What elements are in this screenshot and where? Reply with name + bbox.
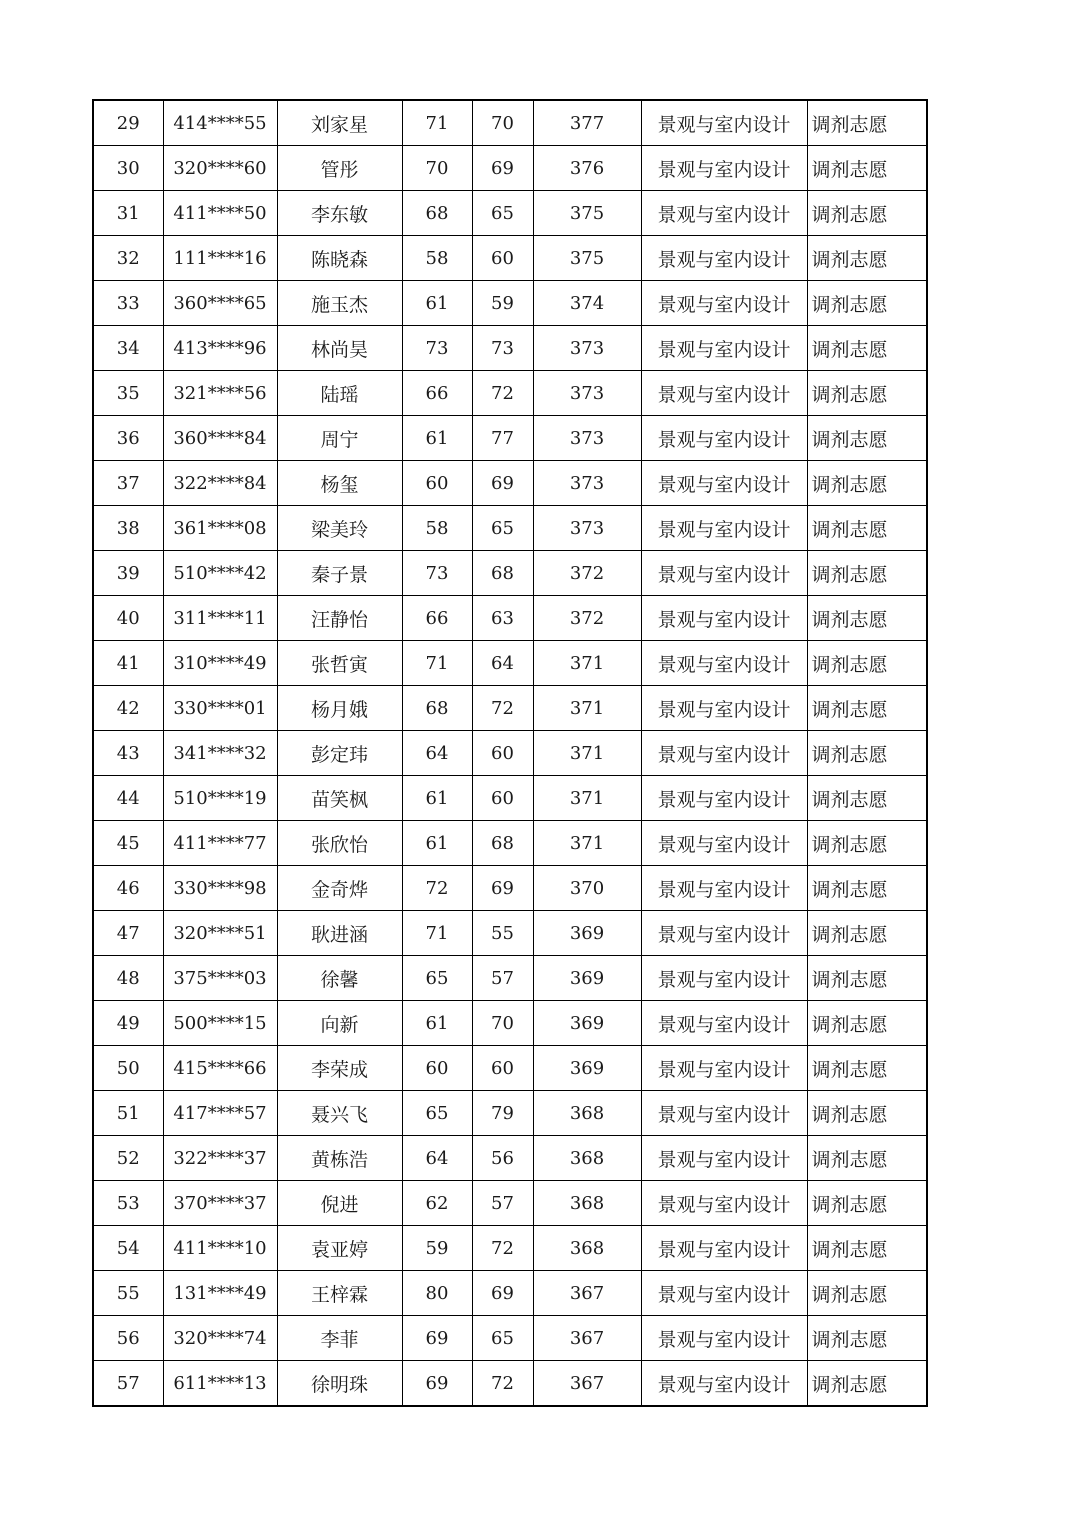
total-score-cell: 373	[533, 371, 641, 416]
total-score-cell: 373	[533, 416, 641, 461]
major-cell: 景观与室内设计	[641, 1226, 807, 1271]
score-2-cell: 65	[472, 1316, 533, 1361]
total-score-cell: 376	[533, 146, 641, 191]
score-1-cell: 58	[402, 506, 472, 551]
major-cell: 景观与室内设计	[641, 236, 807, 281]
score-1-cell: 61	[402, 821, 472, 866]
note-cell: 调剂志愿	[807, 1316, 927, 1361]
candidate-name-cell: 管彤	[277, 146, 402, 191]
score-1-cell: 59	[402, 1226, 472, 1271]
candidate-name-cell: 苗笑枫	[277, 776, 402, 821]
row-number-cell: 56	[93, 1316, 163, 1361]
table-row	[93, 596, 927, 641]
candidate-id-cell: 411****50	[163, 191, 277, 236]
score-2-cell: 68	[472, 551, 533, 596]
score-1-cell: 61	[402, 281, 472, 326]
total-score-cell: 368	[533, 1226, 641, 1271]
row-number-cell: 48	[93, 956, 163, 1001]
score-1-cell: 70	[402, 146, 472, 191]
row-number-cell: 55	[93, 1271, 163, 1316]
score-2-cell: 59	[472, 281, 533, 326]
note-cell: 调剂志愿	[807, 1046, 927, 1091]
note-cell: 调剂志愿	[807, 1091, 927, 1136]
table-row	[93, 956, 927, 1001]
total-score-cell: 372	[533, 551, 641, 596]
major-cell: 景观与室内设计	[641, 416, 807, 461]
score-2-cell: 79	[472, 1091, 533, 1136]
note-cell: 调剂志愿	[807, 506, 927, 551]
total-score-cell: 368	[533, 1181, 641, 1226]
row-number-cell: 57	[93, 1361, 163, 1407]
row-number-cell: 37	[93, 461, 163, 506]
candidate-id-cell: 370****37	[163, 1181, 277, 1226]
note-cell: 调剂志愿	[807, 146, 927, 191]
total-score-cell: 371	[533, 641, 641, 686]
total-score-cell: 371	[533, 776, 641, 821]
note-cell: 调剂志愿	[807, 416, 927, 461]
candidate-id-cell: 510****19	[163, 776, 277, 821]
table-row	[93, 731, 927, 776]
candidate-name-cell: 周宁	[277, 416, 402, 461]
row-number-cell: 49	[93, 1001, 163, 1046]
major-cell: 景观与室内设计	[641, 1316, 807, 1361]
table-row	[93, 686, 927, 731]
row-number-cell: 52	[93, 1136, 163, 1181]
total-score-cell: 369	[533, 911, 641, 956]
major-cell: 景观与室内设计	[641, 191, 807, 236]
score-2-cell: 55	[472, 911, 533, 956]
candidate-id-cell: 360****84	[163, 416, 277, 461]
table-row	[93, 1046, 927, 1091]
note-cell: 调剂志愿	[807, 236, 927, 281]
score-1-cell: 65	[402, 956, 472, 1001]
table-body	[93, 100, 927, 1406]
table-row	[93, 1226, 927, 1271]
candidate-name-cell: 刘家星	[277, 100, 402, 146]
score-1-cell: 60	[402, 1046, 472, 1091]
major-cell: 景观与室内设计	[641, 1046, 807, 1091]
row-number-cell: 46	[93, 866, 163, 911]
note-cell: 调剂志愿	[807, 596, 927, 641]
note-cell: 调剂志愿	[807, 1181, 927, 1226]
score-1-cell: 66	[402, 371, 472, 416]
total-score-cell: 373	[533, 326, 641, 371]
row-number-cell: 40	[93, 596, 163, 641]
score-1-cell: 69	[402, 1361, 472, 1407]
major-cell: 景观与室内设计	[641, 956, 807, 1001]
note-cell: 调剂志愿	[807, 641, 927, 686]
candidate-id-cell: 310****49	[163, 641, 277, 686]
table-row	[93, 866, 927, 911]
note-cell: 调剂志愿	[807, 911, 927, 956]
candidate-id-cell: 500****15	[163, 1001, 277, 1046]
total-score-cell: 375	[533, 191, 641, 236]
major-cell: 景观与室内设计	[641, 146, 807, 191]
candidate-name-cell: 陈晓森	[277, 236, 402, 281]
row-number-cell: 45	[93, 821, 163, 866]
candidate-name-cell: 金奇烨	[277, 866, 402, 911]
row-number-cell: 44	[93, 776, 163, 821]
table-row	[93, 1271, 927, 1316]
row-number-cell: 29	[93, 100, 163, 146]
score-table	[92, 99, 928, 1407]
row-number-cell: 30	[93, 146, 163, 191]
note-cell: 调剂志愿	[807, 956, 927, 1001]
major-cell: 景观与室内设计	[641, 1001, 807, 1046]
candidate-name-cell: 梁美玲	[277, 506, 402, 551]
candidate-name-cell: 彭定玮	[277, 731, 402, 776]
candidate-name-cell: 倪进	[277, 1181, 402, 1226]
total-score-cell: 369	[533, 1046, 641, 1091]
major-cell: 景观与室内设计	[641, 1136, 807, 1181]
major-cell: 景观与室内设计	[641, 596, 807, 641]
total-score-cell: 373	[533, 506, 641, 551]
score-1-cell: 73	[402, 326, 472, 371]
total-score-cell: 367	[533, 1271, 641, 1316]
score-2-cell: 60	[472, 236, 533, 281]
note-cell: 调剂志愿	[807, 326, 927, 371]
note-cell: 调剂志愿	[807, 1226, 927, 1271]
note-cell: 调剂志愿	[807, 191, 927, 236]
major-cell: 景观与室内设计	[641, 776, 807, 821]
candidate-id-cell: 411****77	[163, 821, 277, 866]
major-cell: 景观与室内设计	[641, 1361, 807, 1407]
score-1-cell: 71	[402, 641, 472, 686]
score-2-cell: 70	[472, 100, 533, 146]
candidate-name-cell: 汪静怡	[277, 596, 402, 641]
score-1-cell: 72	[402, 866, 472, 911]
total-score-cell: 367	[533, 1361, 641, 1407]
score-1-cell: 80	[402, 1271, 472, 1316]
candidate-id-cell: 361****08	[163, 506, 277, 551]
row-number-cell: 50	[93, 1046, 163, 1091]
total-score-cell: 377	[533, 100, 641, 146]
candidate-id-cell: 311****11	[163, 596, 277, 641]
total-score-cell: 373	[533, 461, 641, 506]
total-score-cell: 368	[533, 1136, 641, 1181]
total-score-cell: 372	[533, 596, 641, 641]
score-1-cell: 62	[402, 1181, 472, 1226]
note-cell: 调剂志愿	[807, 821, 927, 866]
total-score-cell: 368	[533, 1091, 641, 1136]
score-2-cell: 64	[472, 641, 533, 686]
note-cell: 调剂志愿	[807, 1001, 927, 1046]
note-cell: 调剂志愿	[807, 281, 927, 326]
table-row	[93, 100, 927, 146]
score-2-cell: 60	[472, 776, 533, 821]
candidate-id-cell: 375****03	[163, 956, 277, 1001]
score-1-cell: 68	[402, 191, 472, 236]
score-2-cell: 57	[472, 1181, 533, 1226]
score-1-cell: 66	[402, 596, 472, 641]
row-number-cell: 32	[93, 236, 163, 281]
candidate-name-cell: 陆瑶	[277, 371, 402, 416]
table-row	[93, 1091, 927, 1136]
total-score-cell: 369	[533, 1001, 641, 1046]
table-row	[93, 191, 927, 236]
total-score-cell: 367	[533, 1316, 641, 1361]
score-1-cell: 68	[402, 686, 472, 731]
score-2-cell: 72	[472, 686, 533, 731]
candidate-name-cell: 耿进涵	[277, 911, 402, 956]
total-score-cell: 374	[533, 281, 641, 326]
score-1-cell: 64	[402, 731, 472, 776]
total-score-cell: 375	[533, 236, 641, 281]
major-cell: 景观与室内设计	[641, 506, 807, 551]
score-2-cell: 65	[472, 191, 533, 236]
major-cell: 景观与室内设计	[641, 1181, 807, 1226]
candidate-id-cell: 341****32	[163, 731, 277, 776]
major-cell: 景观与室内设计	[641, 641, 807, 686]
row-number-cell: 42	[93, 686, 163, 731]
table-row	[93, 1136, 927, 1181]
major-cell: 景观与室内设计	[641, 731, 807, 776]
score-1-cell: 60	[402, 461, 472, 506]
score-1-cell: 58	[402, 236, 472, 281]
table-row	[93, 326, 927, 371]
table-row	[93, 551, 927, 596]
score-1-cell: 64	[402, 1136, 472, 1181]
row-number-cell: 54	[93, 1226, 163, 1271]
table-row	[93, 1316, 927, 1361]
score-2-cell: 69	[472, 1271, 533, 1316]
score-1-cell: 73	[402, 551, 472, 596]
row-number-cell: 36	[93, 416, 163, 461]
row-number-cell: 34	[93, 326, 163, 371]
total-score-cell: 371	[533, 686, 641, 731]
row-number-cell: 33	[93, 281, 163, 326]
major-cell: 景观与室内设计	[641, 326, 807, 371]
note-cell: 调剂志愿	[807, 686, 927, 731]
score-2-cell: 70	[472, 1001, 533, 1046]
score-2-cell: 60	[472, 731, 533, 776]
note-cell: 调剂志愿	[807, 866, 927, 911]
major-cell: 景观与室内设计	[641, 1271, 807, 1316]
total-score-cell: 369	[533, 956, 641, 1001]
table-row	[93, 506, 927, 551]
table-row	[93, 1361, 927, 1407]
score-1-cell: 61	[402, 1001, 472, 1046]
score-2-cell: 63	[472, 596, 533, 641]
candidate-name-cell: 徐馨	[277, 956, 402, 1001]
major-cell: 景观与室内设计	[641, 281, 807, 326]
table-row	[93, 416, 927, 461]
candidate-id-cell: 411****10	[163, 1226, 277, 1271]
table-row	[93, 641, 927, 686]
score-1-cell: 65	[402, 1091, 472, 1136]
note-cell: 调剂志愿	[807, 100, 927, 146]
candidate-id-cell: 320****51	[163, 911, 277, 956]
score-1-cell: 69	[402, 1316, 472, 1361]
table-row	[93, 821, 927, 866]
candidate-name-cell: 徐明珠	[277, 1361, 402, 1407]
score-1-cell: 61	[402, 416, 472, 461]
candidate-name-cell: 张欣怡	[277, 821, 402, 866]
score-2-cell: 60	[472, 1046, 533, 1091]
major-cell: 景观与室内设计	[641, 371, 807, 416]
note-cell: 调剂志愿	[807, 776, 927, 821]
candidate-id-cell: 320****60	[163, 146, 277, 191]
candidate-name-cell: 聂兴飞	[277, 1091, 402, 1136]
note-cell: 调剂志愿	[807, 1361, 927, 1407]
note-cell: 调剂志愿	[807, 1136, 927, 1181]
note-cell: 调剂志愿	[807, 551, 927, 596]
score-2-cell: 56	[472, 1136, 533, 1181]
major-cell: 景观与室内设计	[641, 1091, 807, 1136]
table-row	[93, 1001, 927, 1046]
score-2-cell: 69	[472, 866, 533, 911]
candidate-name-cell: 李荣成	[277, 1046, 402, 1091]
score-2-cell: 57	[472, 956, 533, 1001]
note-cell: 调剂志愿	[807, 461, 927, 506]
candidate-id-cell: 322****37	[163, 1136, 277, 1181]
table-row	[93, 371, 927, 416]
score-2-cell: 72	[472, 1361, 533, 1407]
candidate-name-cell: 李东敏	[277, 191, 402, 236]
total-score-cell: 370	[533, 866, 641, 911]
major-cell: 景观与室内设计	[641, 551, 807, 596]
row-number-cell: 51	[93, 1091, 163, 1136]
major-cell: 景观与室内设计	[641, 100, 807, 146]
candidate-id-cell: 320****74	[163, 1316, 277, 1361]
candidate-id-cell: 413****96	[163, 326, 277, 371]
score-2-cell: 69	[472, 146, 533, 191]
score-2-cell: 72	[472, 1226, 533, 1271]
candidate-id-cell: 131****49	[163, 1271, 277, 1316]
score-1-cell: 71	[402, 911, 472, 956]
candidate-name-cell: 施玉杰	[277, 281, 402, 326]
candidate-id-cell: 417****57	[163, 1091, 277, 1136]
major-cell: 景观与室内设计	[641, 686, 807, 731]
candidate-id-cell: 415****66	[163, 1046, 277, 1091]
score-2-cell: 72	[472, 371, 533, 416]
table-row	[93, 461, 927, 506]
total-score-cell: 371	[533, 821, 641, 866]
candidate-name-cell: 张哲寅	[277, 641, 402, 686]
candidate-name-cell: 林尚昊	[277, 326, 402, 371]
candidate-id-cell: 111****16	[163, 236, 277, 281]
candidate-name-cell: 黄栋浩	[277, 1136, 402, 1181]
row-number-cell: 53	[93, 1181, 163, 1226]
candidate-id-cell: 510****42	[163, 551, 277, 596]
table-row	[93, 281, 927, 326]
candidate-id-cell: 321****56	[163, 371, 277, 416]
candidate-name-cell: 杨月娥	[277, 686, 402, 731]
row-number-cell: 35	[93, 371, 163, 416]
note-cell: 调剂志愿	[807, 1271, 927, 1316]
row-number-cell: 39	[93, 551, 163, 596]
total-score-cell: 371	[533, 731, 641, 776]
table-row	[93, 236, 927, 281]
table-row	[93, 146, 927, 191]
table-row	[93, 911, 927, 956]
candidate-id-cell: 322****84	[163, 461, 277, 506]
score-1-cell: 71	[402, 100, 472, 146]
row-number-cell: 41	[93, 641, 163, 686]
row-number-cell: 43	[93, 731, 163, 776]
row-number-cell: 47	[93, 911, 163, 956]
candidate-name-cell: 向新	[277, 1001, 402, 1046]
candidate-name-cell: 王梓霖	[277, 1271, 402, 1316]
score-2-cell: 69	[472, 461, 533, 506]
major-cell: 景观与室内设计	[641, 821, 807, 866]
candidate-id-cell: 330****01	[163, 686, 277, 731]
candidate-name-cell: 杨玺	[277, 461, 402, 506]
candidate-name-cell: 秦子景	[277, 551, 402, 596]
row-number-cell: 31	[93, 191, 163, 236]
candidate-id-cell: 360****65	[163, 281, 277, 326]
note-cell: 调剂志愿	[807, 371, 927, 416]
candidate-name-cell: 袁亚婷	[277, 1226, 402, 1271]
score-2-cell: 77	[472, 416, 533, 461]
candidate-id-cell: 330****98	[163, 866, 277, 911]
row-number-cell: 38	[93, 506, 163, 551]
table-row	[93, 776, 927, 821]
candidate-name-cell: 李菲	[277, 1316, 402, 1361]
table-row	[93, 1181, 927, 1226]
score-2-cell: 73	[472, 326, 533, 371]
score-1-cell: 61	[402, 776, 472, 821]
major-cell: 景观与室内设计	[641, 911, 807, 956]
candidate-id-cell: 611****13	[163, 1361, 277, 1407]
note-cell: 调剂志愿	[807, 731, 927, 776]
major-cell: 景观与室内设计	[641, 866, 807, 911]
major-cell: 景观与室内设计	[641, 461, 807, 506]
candidate-id-cell: 414****55	[163, 100, 277, 146]
score-2-cell: 65	[472, 506, 533, 551]
score-2-cell: 68	[472, 821, 533, 866]
